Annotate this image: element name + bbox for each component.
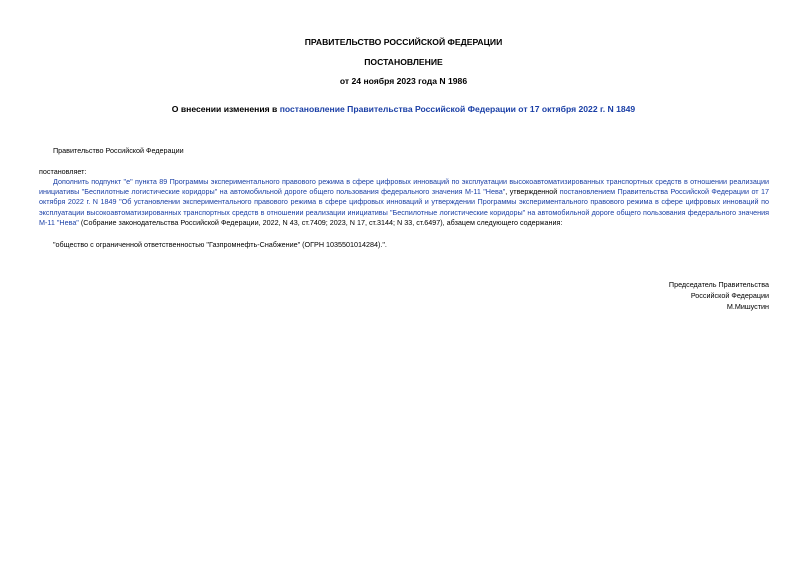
document-title [0, 104, 807, 114]
document-type-heading: ПОСТАНОВЛЕНИЕ [364, 57, 443, 67]
paragraph-connector: , утвержденной [505, 187, 560, 197]
signature-name: М.Мишустин [726, 302, 769, 311]
signature-title-1: Председатель Правительства [668, 280, 769, 289]
program-reference-link[interactable]: Дополнить подпункт "е" пункта 89 Программы экспериментального правового режима в сфере цифровых инноваций по эксплуатации высокоавтоматизированных транспортных средств в отношении реализации инициативы "Беспилотные логистические коридоры" на автомобильной дороге общего пользования федерального значения М-11 "Нева" [39, 177, 769, 197]
amendment-paragraph [39, 177, 769, 228]
resolution-reference-link[interactable]: постановлением Правительства Российской Федерации от 17 октября 2022 г. N 1849 "Об установлении экспериментального правового режима в сфере цифровых инноваций и утверждении Программы экспериментального правового режима в сфере цифровых инноваций по эксплуатации высокоавтоматизированных транспортных средств в отношении реализации инициативы "Беспилотные логистические коридоры" на автомобильной дороге общего пользования федерального значения М-11 "Нева" [39, 187, 770, 227]
decree-word: постановляет: [39, 167, 87, 176]
new-paragraph-quote: "общество с ограниченной ответственностью "Газпромнефть-Снабжение" (ОГРН 1035501014284).". [53, 240, 387, 249]
government-heading: ПРАВИТЕЛЬСТВО РОССИЙСКОЙ ФЕДЕРАЦИИ [304, 37, 503, 47]
signature-title-2: Российской Федерации [690, 291, 769, 300]
document-date-number: от 24 ноября 2023 года N 1986 [339, 76, 468, 86]
issuer-text: Правительство Российской Федерации [53, 146, 184, 155]
paragraph-tail: (Собрание законодательства Российской Федерации, 2022, N 43, ст.7409; 2023, N 17, ст.3144; N 33, ст.6497), абзацем следующего содержания: [78, 217, 563, 227]
signature-block [669, 279, 769, 312]
title-prefix: О внесении изменения в [171, 104, 280, 114]
title-reference-link[interactable]: постановление Правительства Российской Федерации от 17 октября 2022 г. N 1849 [279, 104, 636, 114]
